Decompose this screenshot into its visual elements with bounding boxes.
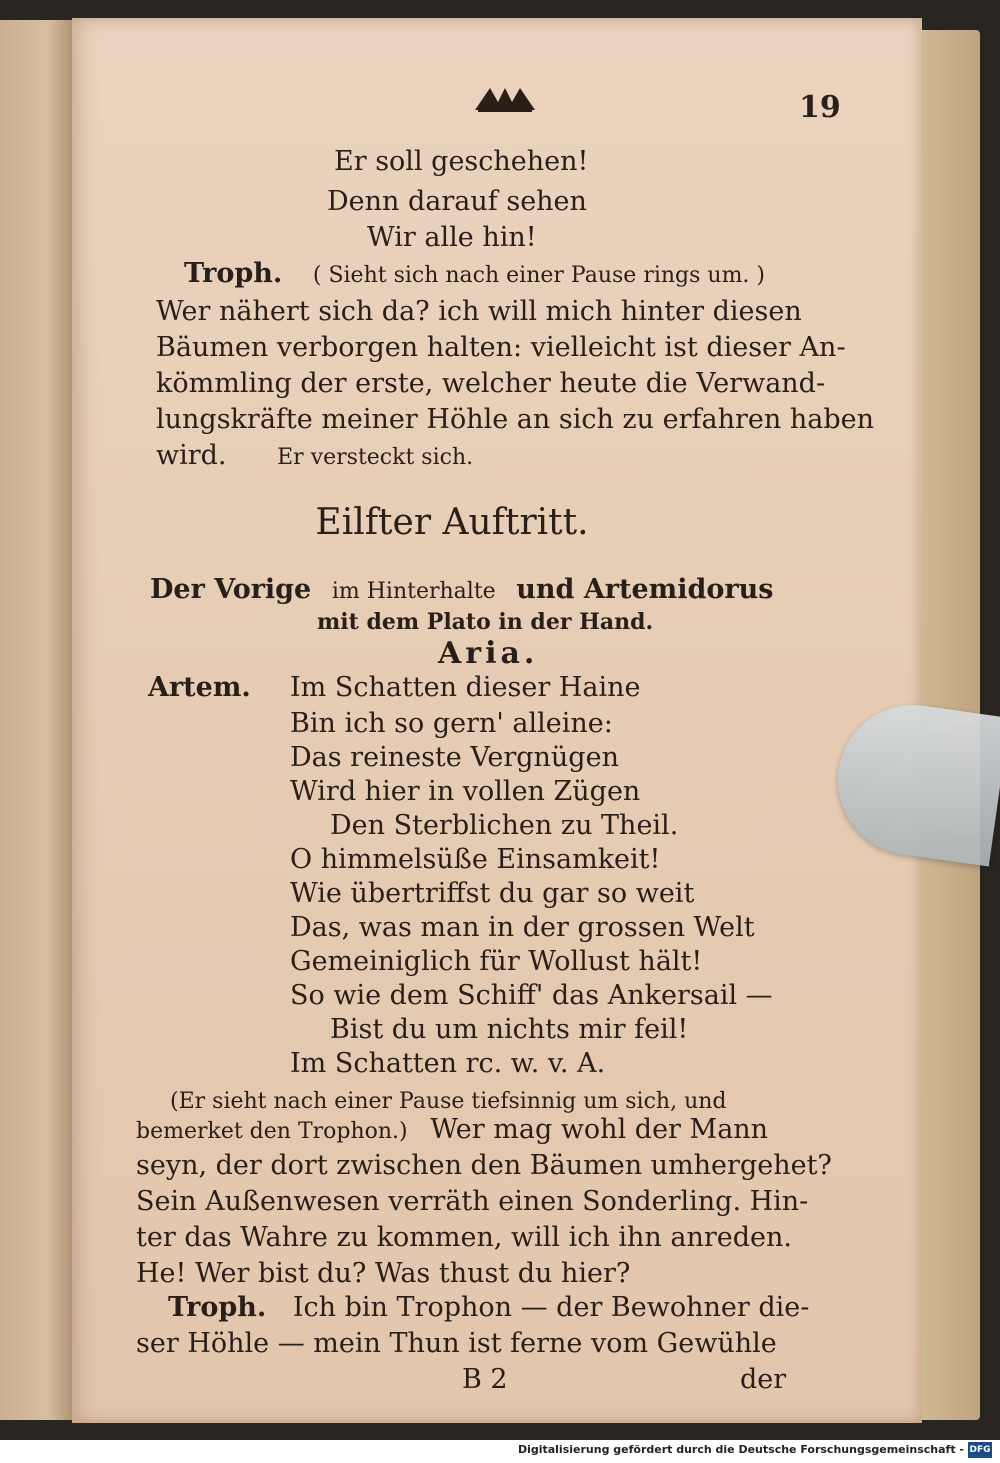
stage-direction: bemerket den Trophon.) xyxy=(136,1119,408,1144)
aria-line: Gemeiniglich für Wollust hält! xyxy=(290,946,703,977)
dfg-logo: DFG xyxy=(968,1442,992,1458)
catchword: der xyxy=(740,1364,787,1395)
aria-heading: Aria. xyxy=(438,636,539,671)
prose-line: lungskräfte meiner Höhle an sich zu erfahren haben xyxy=(156,404,874,435)
persons-line-2: mit dem Plato in der Hand. xyxy=(317,609,654,635)
prose-line-last xyxy=(156,440,473,474)
aria-line: Das, was man in der grossen Welt xyxy=(290,912,755,943)
prose-line: ter das Wahre zu kommen, will ich ihn anreden. xyxy=(136,1222,792,1253)
speaker-label: Troph. xyxy=(184,258,283,289)
aria-line: Bist du um nichts mir feil! xyxy=(330,1014,689,1045)
aria-line: Wird hier in vollen Zügen xyxy=(290,776,641,807)
aria-line: Das reineste Vergnügen xyxy=(290,742,619,773)
prose-line: seyn, der dort zwischen den Bäumen umhergehet? xyxy=(136,1150,832,1181)
persons-line xyxy=(150,574,773,608)
speaker-artem: Artem. xyxy=(148,672,251,703)
prose-text: Ich bin Trophon — der Bewohner die- xyxy=(292,1292,810,1323)
verse-line: Wir alle hin! xyxy=(367,222,537,253)
stage-direction: (Er sieht nach einer Pause tiefsinnig um sich, und xyxy=(170,1089,727,1114)
last-word: wird. xyxy=(156,440,227,471)
aria-line: O himmelsüße Einsamkeit! xyxy=(290,844,661,875)
ornament-icon xyxy=(470,82,540,116)
aria-line: Bin ich so gern' alleine: xyxy=(290,708,613,739)
prose-line: He! Wer bist du? Was thust du hier? xyxy=(136,1258,631,1289)
stage-direction: ( Sieht sich nach einer Pause rings um. ) xyxy=(312,263,766,288)
speaker-label: Troph. xyxy=(168,1292,267,1323)
prose-line: ser Höhle — mein Thun ist ferne vom Gewühle xyxy=(136,1328,777,1359)
left-page-edge xyxy=(0,20,78,1420)
stage-direction: Er versteckt sich. xyxy=(277,445,474,470)
persons-b: im Hinterhalte xyxy=(331,579,496,604)
verse-line: Denn darauf sehen xyxy=(327,186,587,217)
aria-line: Den Sterblichen zu Theil. xyxy=(330,810,679,841)
page-number: 19 xyxy=(799,90,841,125)
signature-mark: B 2 xyxy=(462,1364,508,1395)
speaker-troph xyxy=(184,258,765,292)
book-page xyxy=(72,18,922,1423)
prose-line xyxy=(136,1114,768,1148)
prose-line: Wer nähert sich da? ich will mich hinter diesen xyxy=(156,296,802,327)
scene-title: Eilfter Auftritt. xyxy=(315,502,589,543)
persons-a: Der Vorige xyxy=(150,574,312,605)
verse-line: Er soll geschehen! xyxy=(334,146,589,177)
prose-text: Wer mag wohl der Mann xyxy=(430,1114,769,1145)
prose-line: kömmling der erste, welcher heute die Verwand- xyxy=(156,368,826,399)
speaker-troph-2 xyxy=(168,1292,809,1324)
footer-bar xyxy=(0,1440,1000,1463)
persons-c: und Artemidorus xyxy=(516,574,774,605)
aria-line: Im Schatten rc. w. v. A. xyxy=(290,1048,606,1079)
footer-credit: Digitalisierung gefördert durch die Deutsche Forschungsgemeinschaft - xyxy=(517,1443,964,1456)
prose-line: Bäumen verborgen halten: vielleicht ist dieser An- xyxy=(156,332,846,363)
aria-line: So wie dem Schiff' das Ankersail — xyxy=(290,980,773,1011)
prose-line: Sein Außenwesen verräth einen Sonderling. Hin- xyxy=(136,1186,809,1217)
aria-line: Im Schatten dieser Haine xyxy=(290,672,641,703)
aria-line: Wie übertriffst du gar so weit xyxy=(290,878,695,909)
